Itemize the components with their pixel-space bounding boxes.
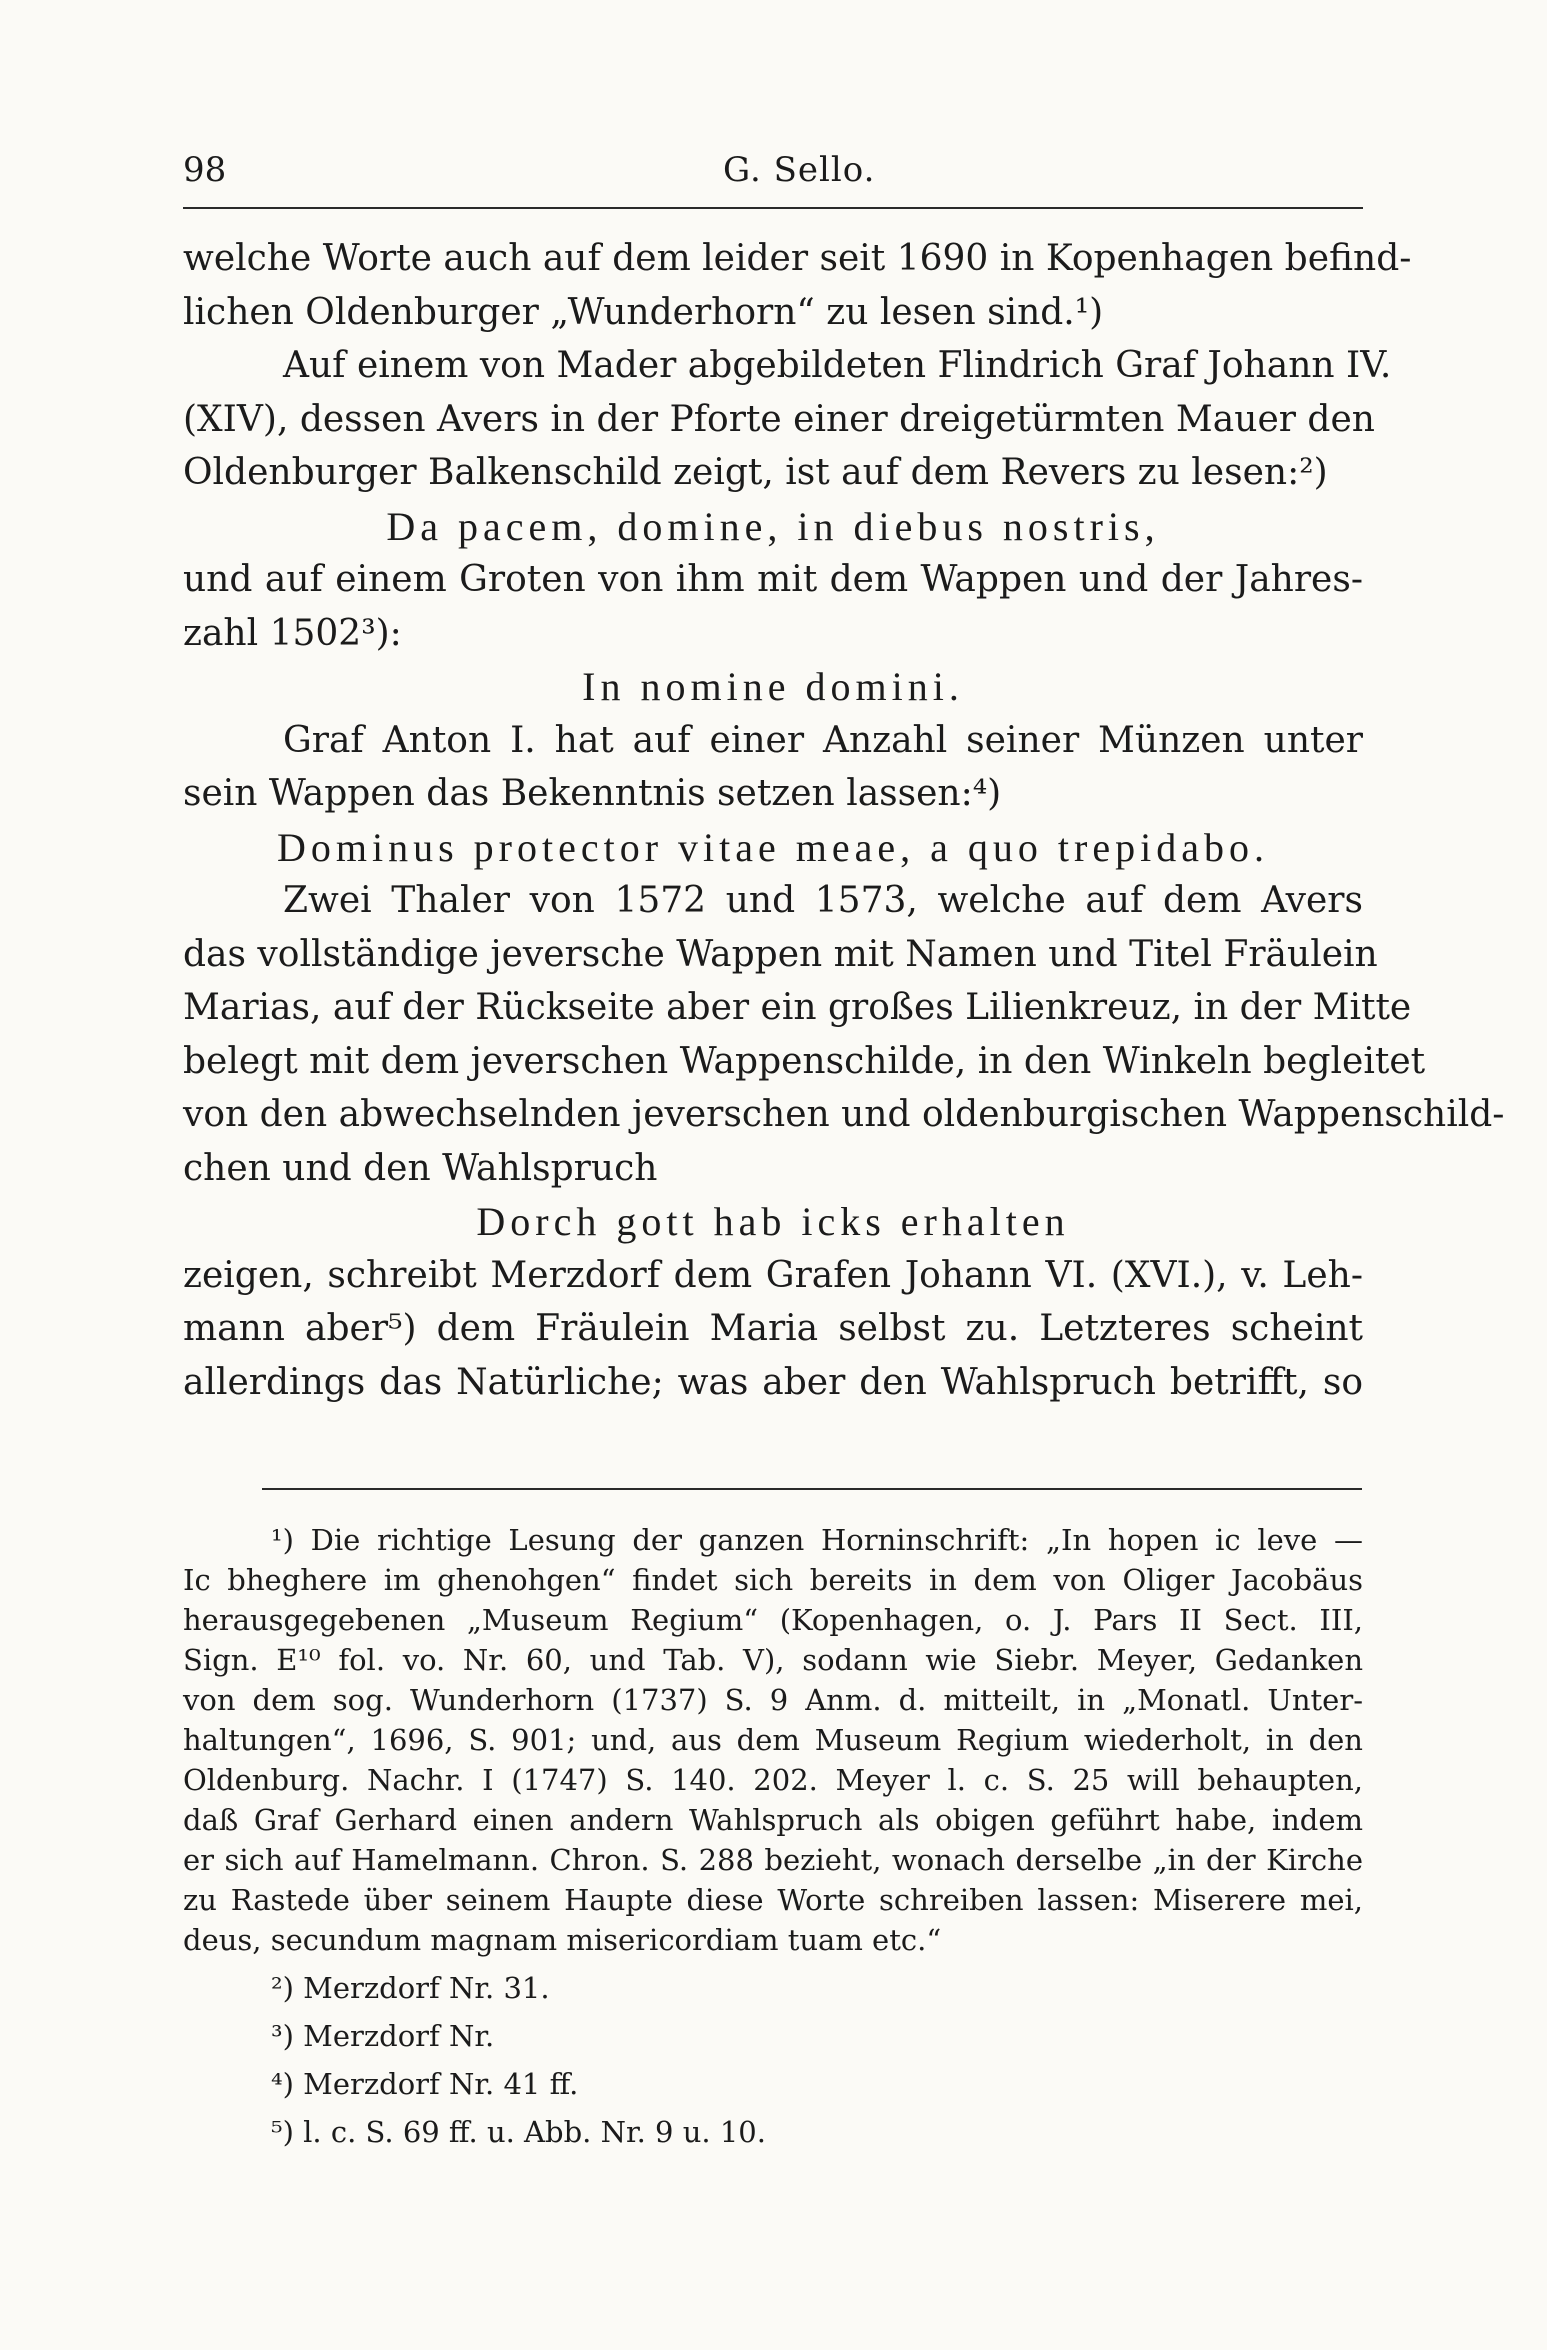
body-line: chen und den Wahlspruch [183, 1147, 658, 1189]
latin-motto: Dominus protector vitae meae, a quo trepidabo. [277, 824, 1269, 870]
running-header [183, 150, 1363, 200]
footnote-line: von dem sog. Wunderhorn (1737) S. 9 Anm. d. mitteilt, in „Monatl. Unter- [183, 1683, 1363, 1717]
footnote-rule [262, 1488, 1362, 1490]
body-line: welche Worte auch auf dem leider seit 1690 in Kopenhagen befind- [183, 238, 1412, 279]
footnote-line: daß Graf Gerhard einen andern Wahlspruch als obigen geführt habe, indem [183, 1803, 1363, 1837]
header-rule [183, 207, 1363, 209]
footnote-line: Oldenburg. Nachr. I (1747) S. 140. 202. Meyer l. c. S. 25 will behaupten, [183, 1763, 1363, 1797]
footnotes [183, 1520, 1363, 2152]
body-line: Marias, auf der Rückseite aber ein großes Lilienkreuz, in der Mitte [183, 987, 1412, 1028]
footnote-line: haltungen“, 1696, S. 901; und, aus dem Museum Regium wiederholt, in den [183, 1723, 1363, 1757]
body-line: mann aber⁵) dem Fräulein Maria selbst zu. Letzteres scheint [183, 1308, 1363, 1349]
body-line: von den abwechselnden jeverschen und oldenburgischen Wappenschild- [183, 1094, 1505, 1135]
footnote-line: deus, secundum magnam misericordiam tuam etc.“ [183, 1923, 942, 1957]
body-line: allerdings das Natürliche; was aber den Wahlspruch betrifft, so [183, 1361, 1363, 1403]
footnote-3: ³) Merzdorf Nr. [271, 2019, 495, 2053]
footnote-line: er sich auf Hamelmann. Chron. S. 288 bezieht, wonach derselbe „in der Kirche [183, 1843, 1363, 1877]
body-line: zeigen, schreibt Merzdorf dem Grafen Johann VI. (XVI.), v. Leh- [183, 1254, 1363, 1296]
latin-motto: Da pacem, domine, in diebus nostris, [386, 503, 1160, 549]
body-line: Zwei Thaler von 1572 und 1573, welche auf dem Avers [283, 880, 1363, 921]
body-text [183, 232, 1505, 1409]
body-line: (XIV), dessen Avers in der Pforte einer dreigetürmten Mauer den [183, 398, 1375, 440]
footnote-line: Ic bheghere im ghenohgen“ findet sich bereits in dem von Oliger Jacobäus [183, 1563, 1363, 1597]
body-line: das vollständige jeversche Wappen mit Namen und Titel Fräulein [183, 933, 1378, 975]
body-line: lichen Oldenburger „Wunderhorn“ zu lesen sind.¹) [183, 291, 1104, 333]
body-line: sein Wappen das Bekenntnis setzen lassen:⁴) [183, 773, 1002, 814]
footnote-line: zu Rastede über seinem Haupte diese Worte schreiben lassen: Miserere mei, [183, 1883, 1363, 1917]
running-title: G. Sello. [723, 150, 876, 190]
footnote-line: ¹) Die richtige Lesung der ganzen Horninschrift: „In hopen ic leve — [271, 1523, 1363, 1557]
latin-motto: In nomine domini. [582, 664, 964, 709]
footnote-line: Sign. E¹⁰ fol. vo. Nr. 60, und Tab. V), sodann wie Siebr. Meyer, Gedanken [183, 1643, 1363, 1677]
body-line: belegt mit dem jeverschen Wappenschilde, in den Winkeln begleitet [183, 1040, 1426, 1082]
footnote-line: herausgegebenen „Museum Regium“ (Kopenhagen, o. J. Pars II Sect. III, [183, 1603, 1363, 1637]
body-line: und auf einem Groten von ihm mit dem Wappen und der Jahres- [183, 559, 1363, 600]
footnote-4: ⁴) Merzdorf Nr. 41 ff. [271, 2067, 579, 2101]
body-line: Graf Anton I. hat auf einer Anzahl seiner Münzen unter [283, 719, 1363, 761]
footnote-2: ²) Merzdorf Nr. 31. [271, 1971, 550, 2005]
footnote-5: ⁵) l. c. S. 69 ff. u. Abb. Nr. 9 u. 10. [271, 2115, 766, 2149]
body-line: zahl 1502³): [183, 612, 402, 654]
body-line: Auf einem von Mader abgebildeten Flindrich Graf Johann IV. [283, 345, 1392, 386]
motto-line: Dorch gott hab icks erhalten [476, 1199, 1070, 1244]
page-number: 98 [183, 150, 227, 190]
body-line: Oldenburger Balkenschild zeigt, ist auf dem Revers zu lesen:²) [183, 452, 1328, 493]
